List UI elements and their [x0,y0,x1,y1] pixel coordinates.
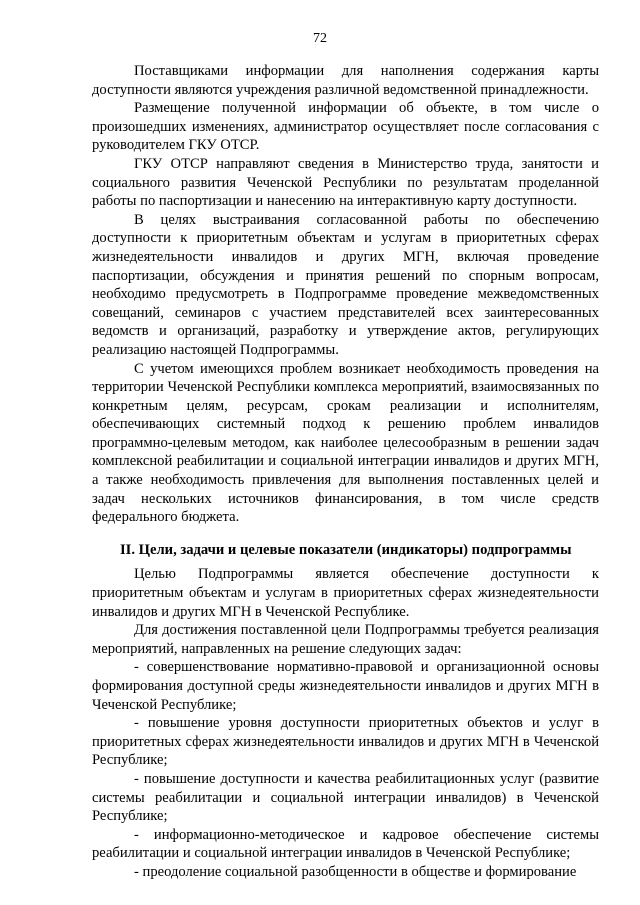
paragraph-tasks-intro: Для достижения поставленной цели Подпрограммы требуется реализация мероприятий, направленных на решение следующих задач: [92,622,599,657]
task-item-methodical-support: - информационно-методическое и кадровое обеспечение системы реабилитации и социальной интеграции инвалидов в Чеченской Республике; [92,826,599,862]
paragraph-goal: Целью Подпрограммы является обеспечение доступности к приоритетным объектам и услугам в приоритетных сферах жизнедеятельности инвалидов и других МГН в Чеченской Республике. [92,566,599,620]
task-item-legal-framework: - совершенствование нормативно-правовой и организационной основы формирования доступной среды жизнедеятельности инвалидов и других МГН в Чеченской Республике; [92,659,599,713]
page-number: 72 [313,31,327,46]
task-item-social-disunity: - преодоление социальной разобщенности в обществе и формирование [134,863,577,880]
paragraph-coordinated-work: В целях выстраивания согласованной работы по обеспечению доступности к приоритетным объектам и услугам в приоритетных сферах жизнедеятельности инвалидов и других МГН, включая проведение паспортизации, обсуждения и принятия решений по спорным вопросам, необходимо предусмотреть в Подпрограмме проведение межведомственных совещаний, семинаров с участием представителей всех заинтересованных ведомств и организаций, разработку и утверждение актов, регулирующих реализацию настоящей Подпрограммы. [92,211,599,358]
paragraph-gku-otsr: ГКУ ОТСР направляют сведения в Министерство труда, занятости и социального развития Чеченской Республики по результатам проделанной работы по паспортизации и нанесению на интерактивную карту доступности. [92,155,599,210]
paragraph-info-placement: Размещение полученной информации об объекте, в том числе о произошедших изменениях, администратор осуществляет после согласования с руководителем ГКУ ОТСР. [92,100,599,154]
section-heading: II. Цели, задачи и целевые показатели (индикаторы) подпрограммы [120,541,572,558]
paragraph-info-providers: Поставщиками информации для наполнения содержания карты доступности являются учреждения различной ведомственной принадлежности. [92,63,599,98]
task-item-accessibility-level: - повышение уровня доступности приоритетных объектов и услуг в приоритетных сферах жизнедеятельности инвалидов и других МГН в Чеченской Республике; [92,715,599,769]
paragraph-problems: С учетом имеющихся проблем возникает необходимость проведения на территории Чеченской Республики комплекса мероприятий, взаимосвязанных по конкретным целям, ресурсам, срокам реализации и исполнителям, обеспечивающих системный подход к решению проблем инвалидов программно-целевым методом, как наиболее целесообразным в решении задач комплексной реабилитации и социальной интеграции инвалидов и других МГН, а также необходимость привлечения для выполнения поставленных целей и задач нескольких источников финансирования, в том числе средств федерального бюджета. [92,360,599,526]
task-item-rehabilitation-services: - повышение доступности и качества реабилитационных услуг (развитие системы реабилитации и социальной интеграции инвалидов) в Чеченской Республике; [92,770,599,825]
document-body [92,62,599,882]
